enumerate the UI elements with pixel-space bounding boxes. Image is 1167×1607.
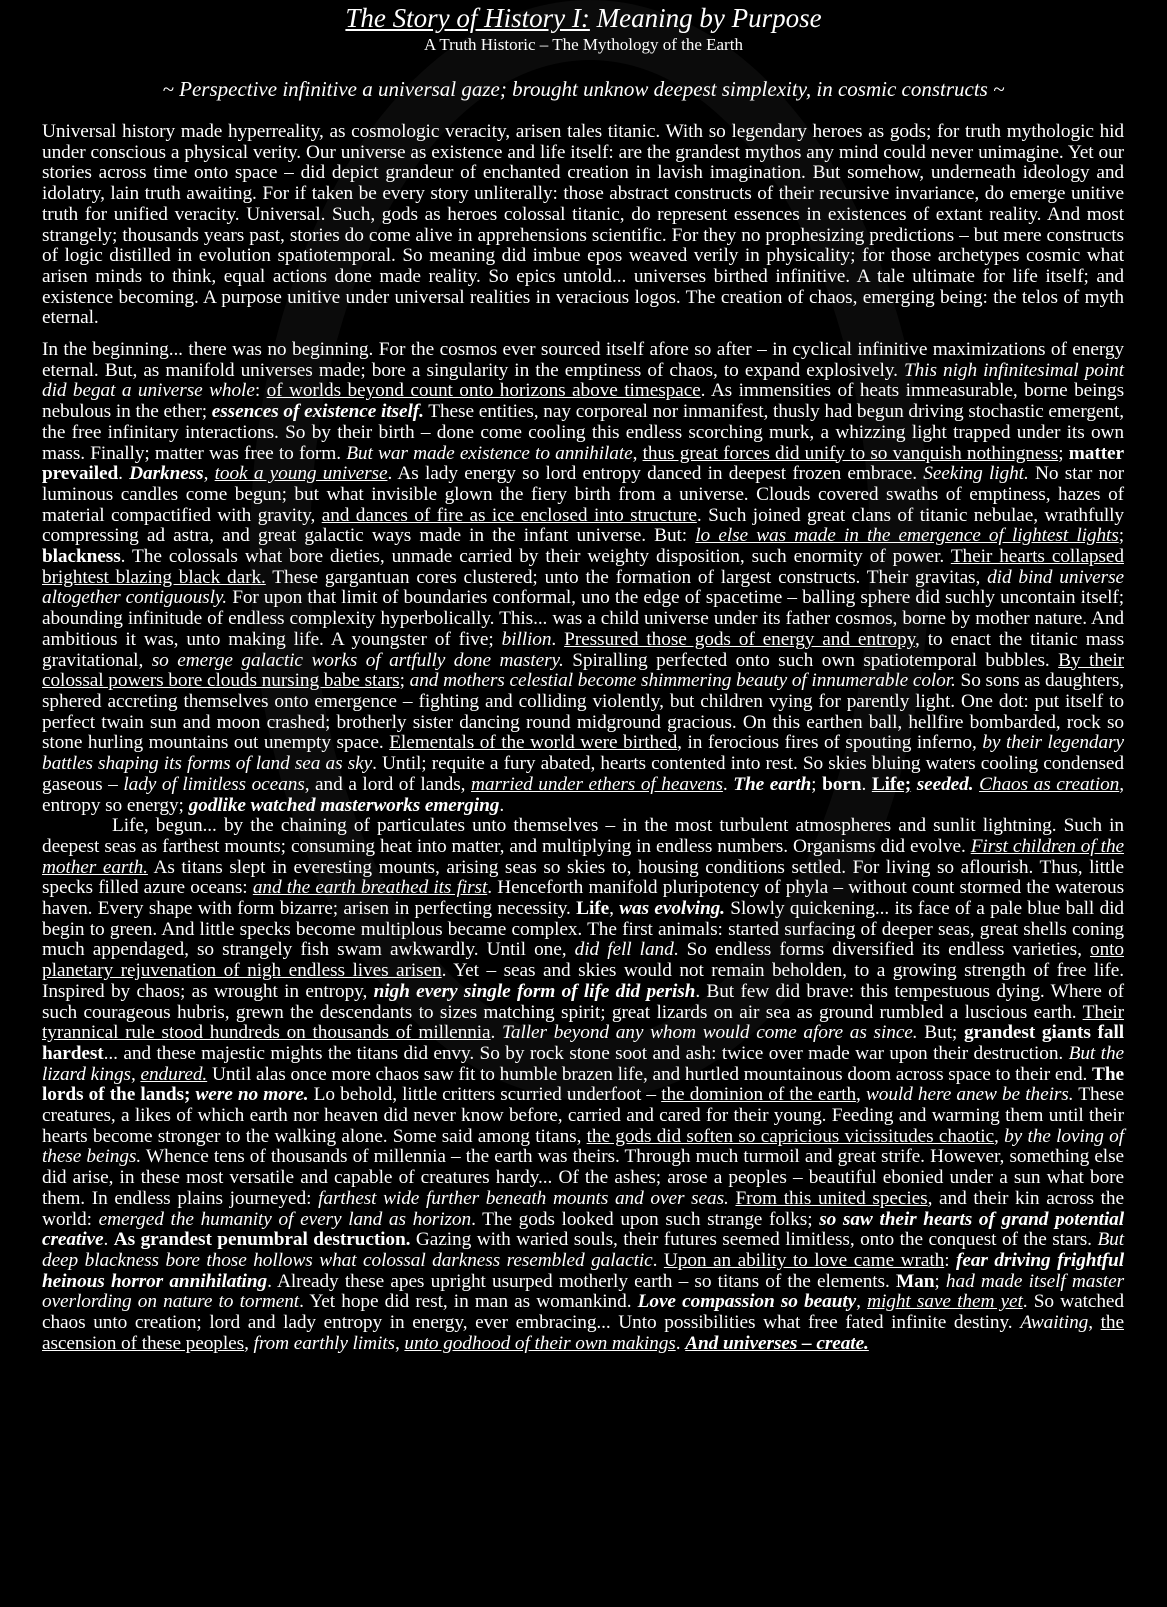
text-run: took a young universe (214, 463, 388, 485)
text-run: and the earth breathed its first (252, 877, 488, 899)
text-run: married under ethers of heavens (471, 773, 723, 795)
text-run: . Yet – seas and skies would not remain beholden, to a growing strength of free life. Inspired by chaos; as wrought in entropy, (42, 960, 1124, 1002)
text-run: and dances of fire as ice enclosed into structure (321, 504, 697, 526)
text-run: Pressured those gods of energy and entropy (564, 628, 916, 650)
text-run: by their legendary battles shaping its forms of land sea as sky (42, 732, 1124, 775)
text-run: of worlds beyond count onto horizons above timespace (266, 380, 701, 402)
text-run: ; (811, 773, 823, 795)
text-run: Gazing with waried souls, their futures seemed limitless, onto the conquest of the stars. (410, 1229, 1098, 1251)
text-run: nigh every single form of life did perish (373, 980, 696, 1002)
text-run: Elementals of the world were birthed (389, 732, 678, 754)
text-run: farthest wide further beneath mounts and over seas. (318, 1187, 729, 1209)
text-run: . (490, 1022, 503, 1044)
text-run: , (203, 463, 215, 485)
text-run: Life, begun... by the chaining of particulates unto themselves – in the most turbulent atmospheres and sunlit lightning. Such in deepest seas as farthest mounts; consuming heat into matter, and multiplying in endless numbers. Organisms did evolve. (42, 815, 1124, 857)
text-run: Spiralling perfected onto such own spatiotemporal bubbles. (563, 649, 1059, 671)
text-run: did bind universe altogether contiguously. (42, 566, 1124, 609)
text-run: . Until; requite a fury abated, hearts contented into rest. So skies bluing waters cooling condensed gaseous – (42, 753, 1124, 795)
text-run: . Such joined great clans of titanic nebulae, wrathfully compressing ad astra, and great galactic ways made in the infant universe. But: (42, 504, 1124, 547)
text-run: had made itself master overlording on nature to torment (42, 1270, 1124, 1313)
text-run: Upon an ability to love came wrath (663, 1249, 945, 1271)
text-run: , in ferocious fires of spouting inferno, (677, 732, 983, 754)
text-run: , (632, 442, 643, 464)
text-run: The lords of the lands; (42, 1063, 1124, 1106)
text-run: , and their kin across the world: (42, 1187, 1124, 1230)
text-run: by the loving of these beings. (42, 1125, 1124, 1168)
page-title (0, 2, 1167, 34)
text-run: Their tyrannical rule stood hundreds on thousands of millennia (42, 1001, 1124, 1044)
text-run: For upon that limit of boundaries conformal, uno the edge of spacetime – balling sphere did suchly uncontain itself; abounding infinitude of endless complexity hyperbolically. This... was a child universe under its father cosmos, borne by mother nature. And ambitious it was, unto making life. A youngster of five; (42, 587, 1124, 650)
text-run: grandest giants fall hardest (42, 1022, 1124, 1064)
text-run: , (994, 1125, 1005, 1147)
text-run: : (944, 1249, 956, 1271)
text-run: . The colossals what bore dieties, unmade carried by their weighty disposition, such enormity of power. (120, 546, 951, 568)
text-run: onto planetary rejuvenation of nigh endless lives arisen (42, 939, 1124, 982)
text-run: As titans slept in everesting mounts, arising seas so skies to, housing conditions settled. For living so aflourish. Thus, little specks filled azure oceans: (42, 856, 1124, 899)
text-run: . But few did brave: this tempestuous dying. Where of such courageous hubris, grewn the descendants to sizes matching spirit; great lizards on air sea as ground rumbled a luscious earth. (42, 980, 1125, 1023)
text-run: Life; (871, 773, 912, 795)
text-run: Darkness (129, 463, 204, 485)
text-run: Seeking light. (923, 463, 1029, 485)
title-series: The Story of History I: (345, 3, 590, 33)
text-run: . As lady energy so lord entropy danced in deepest frozen embrace. (387, 463, 924, 485)
text-run: ... and these majestic mights the titans did envy. So by rock stone soot and ash: twice over made war upon their destruction. (103, 1042, 1069, 1064)
text-run: matter prevailed (42, 442, 1125, 485)
text-run: Awaiting (1020, 1312, 1089, 1334)
text-run: . (675, 1332, 686, 1354)
text-run: But; (917, 1022, 964, 1044)
text-run: As grandest penumbral destruction. (113, 1229, 411, 1251)
text-run: endured. (140, 1063, 208, 1085)
text-run: . (551, 628, 565, 650)
text-run: These creatures, a likes of which earth nor heaven did never know before, carried and cared for their young. Feeding and warming them until their hearts become stronger to the walking alone. Some said among titans, (42, 1084, 1124, 1147)
article-body (42, 122, 1124, 1354)
text-run: . So endless forms diversified its endless varieties, (673, 939, 1090, 961)
text-run: , (856, 1291, 868, 1313)
text-run: . (652, 1249, 664, 1271)
text-run: ; (934, 1270, 946, 1292)
text-run: In the beginning... there was no beginning. For the cosmos ever sourced itself afore so after – in cyclical infinitive maximizations of energy eternal. But, as manifold universes made; bore a singularity in the emptiness of chaos, to expand explosively. (42, 339, 1124, 381)
text-run: ; (1118, 525, 1124, 547)
title-subject: Meaning by Purpose (589, 3, 822, 33)
text-run: No star nor luminous candles come begun; but what invisible glown the fiery birth from a universe. Clouds covered swaths of emptiness, hazes of material compactified with gravity, (42, 463, 1124, 526)
text-run: Chaos as creation (979, 773, 1120, 795)
text-run: By their colossal powers bore clouds nursing babe stars (42, 649, 1125, 692)
text-run: Their hearts collapsed brightest blazing black dark. (42, 546, 1124, 588)
text-run: seeded. (916, 773, 974, 795)
text-run: , (394, 1332, 405, 1354)
text-run: . (722, 773, 734, 795)
text-run: . So watched chaos unto creation; lord and lady entropy in energy, ever embracing... Unto possibilities what free fated infinite destiny. (42, 1291, 1124, 1334)
text-run: , (856, 1084, 866, 1106)
text-run: These gargantuan cores clustered; unto the formation of largest constructs. Their gravitas, (265, 566, 988, 588)
paragraph (42, 122, 1124, 329)
text-run: . (118, 463, 130, 485)
text-run: , and a lord of lands, (304, 773, 472, 795)
text-run: , (1088, 1312, 1101, 1334)
text-run: ; (399, 670, 410, 692)
text-run: Slowly quickening... its face of a pale blue ball did begin to green. And little specks become multiplous became complex. The first animals: started surfacing of deeper seas, great shells coning much appendaged, so strangely fish swam awkwardly. Until one, (42, 898, 1124, 961)
text-run: . Henceforth manifold pluripotency of phyla – without count stormed the waterous haven. Every shape with form bizarre; arisen in perfecting necessity. (42, 877, 1125, 920)
text-run: emerged the humanity of every land as horizon (98, 1208, 472, 1230)
text-run: blackness (42, 546, 121, 568)
text-run: Universal history made hyperreality, as cosmologic veracity, arisen tales titanic. With so legendary heroes as gods; for truth mythologic hid under conscious a physical verity. Our universe as existence and life itself: are the grandest mythos any mind could never unimagine. Yet our stories across time onto space – did depict grandeur of enchanted creation in lavish imagination. But somehow, underneath ideology and idolatry, lain truth awaiting. For if taken be every story unliterally: those abstract constructs of their recursive invariance, do emerge unitive truth for unified veracity. Universal. Such, gods as heroes colossal titanic, do represent essences in existences of extant reality. And most strangely; thousands years past, stories do come alive in apprehensions scientific. For they no prophesizing predictions – but mere constructs of logic distilled in evolution spatiotemporal. So meaning did imbue epos weaved verily in physicality; for those archetypes cosmic what arisen minds to think, equal actions done made reality. So epics untold... universes birthed infinitive. A tale ultimate for life itself; and existence becoming. A purpose unitive under universal realities in veracious logos. The creation of chaos, emerging being: the telos of myth eternal. (42, 121, 1124, 329)
text-run: Man (895, 1270, 935, 1292)
text-run: was evolving. (619, 898, 725, 920)
text-run: the ascension of these peoples (42, 1312, 1124, 1354)
text-run: godlike watched masterworks emerging (188, 794, 500, 816)
text-run: . Already these apes upright usurped motherly earth – so titans of the elements. (267, 1270, 896, 1292)
text-run: And universes – create. (685, 1332, 869, 1354)
text-run: These entities, nay corporeal nor inmanifest, thusly had begun driving stochastic emergent, the free infinitary interactions. So by their birth – done come cooling this endless scorching murk, a whizzing light trapped under its own mass. Finally; matter was free to form. (42, 401, 1124, 464)
text-run: ; (1058, 442, 1069, 464)
paragraph (42, 340, 1124, 816)
text-run: So sons as daughters, sphered accreting themselves onto emergence – fighting and colliding violently, but children vying for parently light. One dot: put itself to perfect twain sun and moon crashed; brotherly sister dancing round midground gracious. On this earthen ball, hellfire bombarded, rock so stone hurling mountains out unempty space. (42, 670, 1124, 754)
text-run: lady of limitless oceans (123, 773, 305, 795)
text-run: First children of the mother earth. (42, 835, 1125, 878)
text-run: the dominion of the earth (661, 1084, 857, 1106)
text-run: did fell land (574, 939, 674, 961)
text-run: , entropy so energy; (42, 773, 1124, 816)
text-run: lo else was made in the emergence of lightest lights (695, 525, 1119, 547)
text-run: from earthly limits (253, 1332, 395, 1354)
text-run: But the lizard kings (42, 1042, 1125, 1085)
text-run: . (861, 773, 872, 795)
text-run: But deep blackness bore those hollows what colossal darkness resembled galactic (42, 1229, 1124, 1271)
text-run: , to enact the titanic mass gravitational, (42, 628, 1124, 671)
text-run: born (822, 773, 862, 795)
text-run: and mothers celestial become shimmering beauty of innumerable color. (409, 670, 956, 692)
text-run: billion (501, 628, 552, 650)
text-run: : (254, 380, 267, 402)
text-run: might save them yet (867, 1291, 1023, 1313)
text-run: would here anew be theirs. (865, 1084, 1074, 1106)
text-run: . As immensities of heats immeasurable, borne beings nebulous in the ether; (42, 380, 1125, 423)
page-subtitle: A Truth Historic – The Mythology of the Earth (424, 35, 743, 54)
text-run: . (499, 794, 505, 816)
text-run: This nigh infinitesimal point did begat a universe whole (42, 359, 1124, 402)
text-run: Taller beyond any whom would come afore as since. (502, 1022, 918, 1044)
text-run: , (244, 1332, 254, 1354)
text-run: From this united species (735, 1187, 928, 1209)
text-run: so saw their hearts of grand potential creative (42, 1208, 1125, 1251)
text-run: But war made existence to annihilate (346, 442, 633, 464)
paragraph (42, 816, 1124, 1354)
text-run: Life (576, 898, 610, 920)
text-run: thus great forces did unify to so vanquish nothingness (642, 442, 1059, 464)
text-run: were no more. (195, 1084, 309, 1106)
text-run: Until alas once more chaos saw fit to humble brazen life, and hurtled mountainous doom across space to their end. (207, 1063, 1093, 1085)
text-run: fear driving frightful heinous horror annihilating (42, 1249, 1124, 1292)
text-run: Whence tens of thousands of millennia – the earth was theirs. Through much turmoil and great strife. However, something else did arise, in these most versatile and capable of creatures hardy... Of the ashes; arose a peoples – beautiful ebonied under a sun what bore them. In endless plains journeyed: (42, 1146, 1124, 1209)
text-run: Love compassion so beauty (637, 1291, 857, 1313)
text-run: . The gods looked upon such strange folks; (471, 1208, 820, 1230)
document-header (0, 0, 1167, 102)
text-run: . (103, 1229, 114, 1251)
text-run: unto godhood of their own makings (404, 1332, 676, 1354)
text-run: essences of existence itself. (211, 401, 424, 423)
text-run: so emerge galactic works of artfully done mastery. (151, 649, 564, 671)
text-run: The earth (733, 773, 812, 795)
text-run: . Yet hope did rest, in man as womankind. (299, 1291, 638, 1313)
text-run: , (130, 1063, 141, 1085)
text-run: , (609, 898, 620, 920)
text-run: Lo behold, little critters scurried underfoot – (308, 1084, 662, 1106)
text-run: the gods did soften so capricious vicissitudes chaotic (586, 1125, 995, 1147)
epigraph: ~ Perspective infinitive a universal gaze; brought unknow deepest simplexity, in cosmic constructs ~ (162, 77, 1005, 101)
